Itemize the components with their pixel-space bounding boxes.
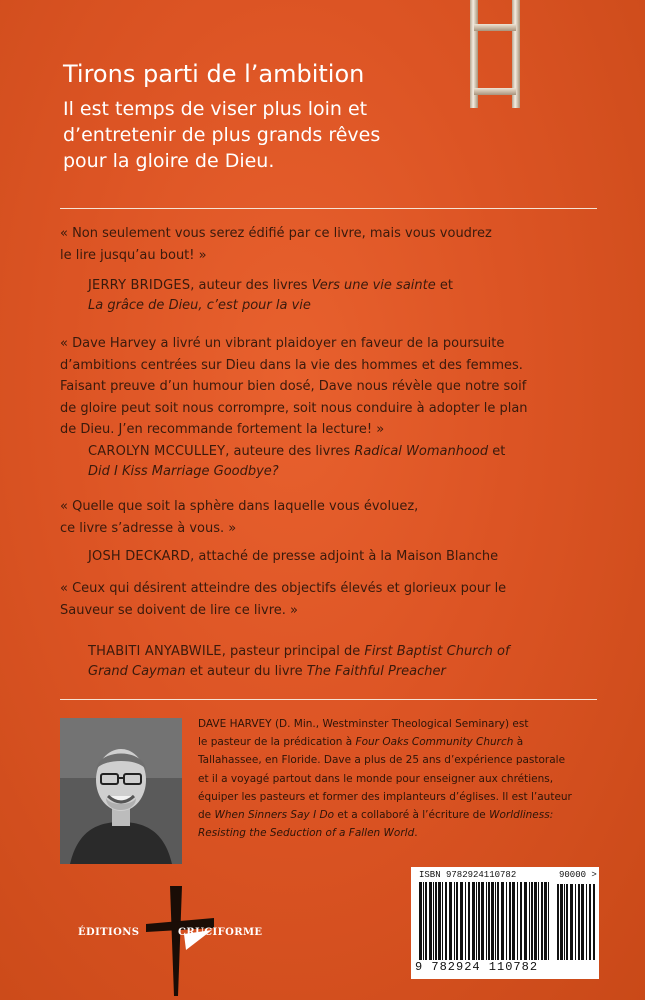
attribution-jerry-bridges: JERRY BRIDGES, auteur des livres Vers une vie sainte et La grâce de Dieu, c’est pour la vie [88, 278, 453, 313]
quote-line: Sauveur se doivent de lire ce livre. » [60, 602, 299, 618]
bottom-divider [60, 699, 597, 700]
quote-line: d’ambitions centrées sur Dieu dans la vie des hommes et des femmes. [60, 357, 523, 373]
book-subtitle [63, 96, 583, 174]
cross-logo-icon [140, 878, 220, 998]
barcode-addon-bars [557, 884, 595, 960]
attribution-thabiti-anyabwile: THABITI ANYABWILE, pasteur principal de First Baptist Church of Grand Cayman et auteur du livre The Faithful Preacher [88, 644, 510, 679]
author-name: CAROLYN MCCULLEY [88, 444, 226, 459]
author-name: THABITI ANYABWILE [88, 644, 222, 659]
author-bio: DAVE HARVEY (D. Min., Westminster Theological Seminary) est le pasteur de la prédication à Four Oaks Community Church à Tallahassee, en Floride. Dave a plus de 25 ans d’expérience pastorale et il a voyagé partout dans le monde pour enseigner aux chrétiens, équiper les pasteurs et former des implanteurs d’églises. Il est l’auteur de When Sinners Say I Do et a collaboré à l’écriture de Worldliness: Resisting the Seduction of a Fallen World. [198, 718, 572, 840]
book-title: Tirons parti de l’ambition [63, 60, 365, 88]
publisher-left: ÉDITIONS [78, 927, 140, 938]
quote-line: Faisant preuve d’un humour bien dosé, Dave nous révèle que notre soif [60, 379, 527, 394]
quote-line: le lire jusqu’au bout! » [60, 247, 207, 263]
isbn-barcode [411, 867, 599, 979]
price-code: 90000 > [559, 870, 597, 880]
publisher-right: CRUCIFORME [178, 927, 263, 938]
attribution-carolyn-mcculley: CAROLYN MCCULLEY, auteure des livres Radical Womanhood et Did I Kiss Marriage Goodbye? [88, 444, 506, 479]
quote-thabiti-anyabwile [60, 578, 600, 621]
subtitle-line: d’entretenir de plus grands rêves [63, 124, 381, 146]
isbn-label: ISBN 9782924110782 [419, 870, 517, 880]
subtitle-line: Il est temps de viser plus loin et [63, 98, 368, 120]
quote-jerry-bridges [60, 223, 600, 266]
quote-line: ce livre s’adresse à vous. » [60, 520, 237, 536]
quote-line: de Dieu. J’en recommande fortement la lecture! » [60, 422, 385, 437]
ladder-illustration [470, 0, 520, 108]
quote-josh-deckard [60, 496, 600, 539]
author-name: JOSH DECKARD [88, 549, 191, 564]
attribution-josh-deckard: JOSH DECKARD, attaché de presse adjoint à la Maison Blanche [88, 549, 499, 564]
quote-line: « Ceux qui désirent atteindre des objectifs élevés et glorieux pour le [60, 581, 507, 596]
subtitle-line: pour la gloire de Dieu. [63, 150, 275, 172]
quote-carolyn-mcculley [60, 333, 600, 441]
barcode-bars [419, 882, 549, 960]
quote-line: « Dave Harvey a livré un vibrant plaidoyer en faveur de la poursuite [60, 336, 505, 351]
author-photo [60, 718, 182, 864]
bio-author-name: DAVE HARVEY [198, 718, 272, 730]
barcode-digits: 9 782924 110782 [415, 960, 539, 974]
top-divider [60, 208, 597, 209]
author-name: JERRY BRIDGES [88, 278, 191, 293]
quote-line: « Non seulement vous serez édifié par ce livre, mais vous voudrez [60, 226, 492, 241]
quote-line: de gloire peut soit nous corrompre, soit nous conduire à adopter le plan [60, 400, 528, 416]
quote-line: « Quelle que soit la sphère dans laquelle vous évoluez, [60, 499, 419, 514]
